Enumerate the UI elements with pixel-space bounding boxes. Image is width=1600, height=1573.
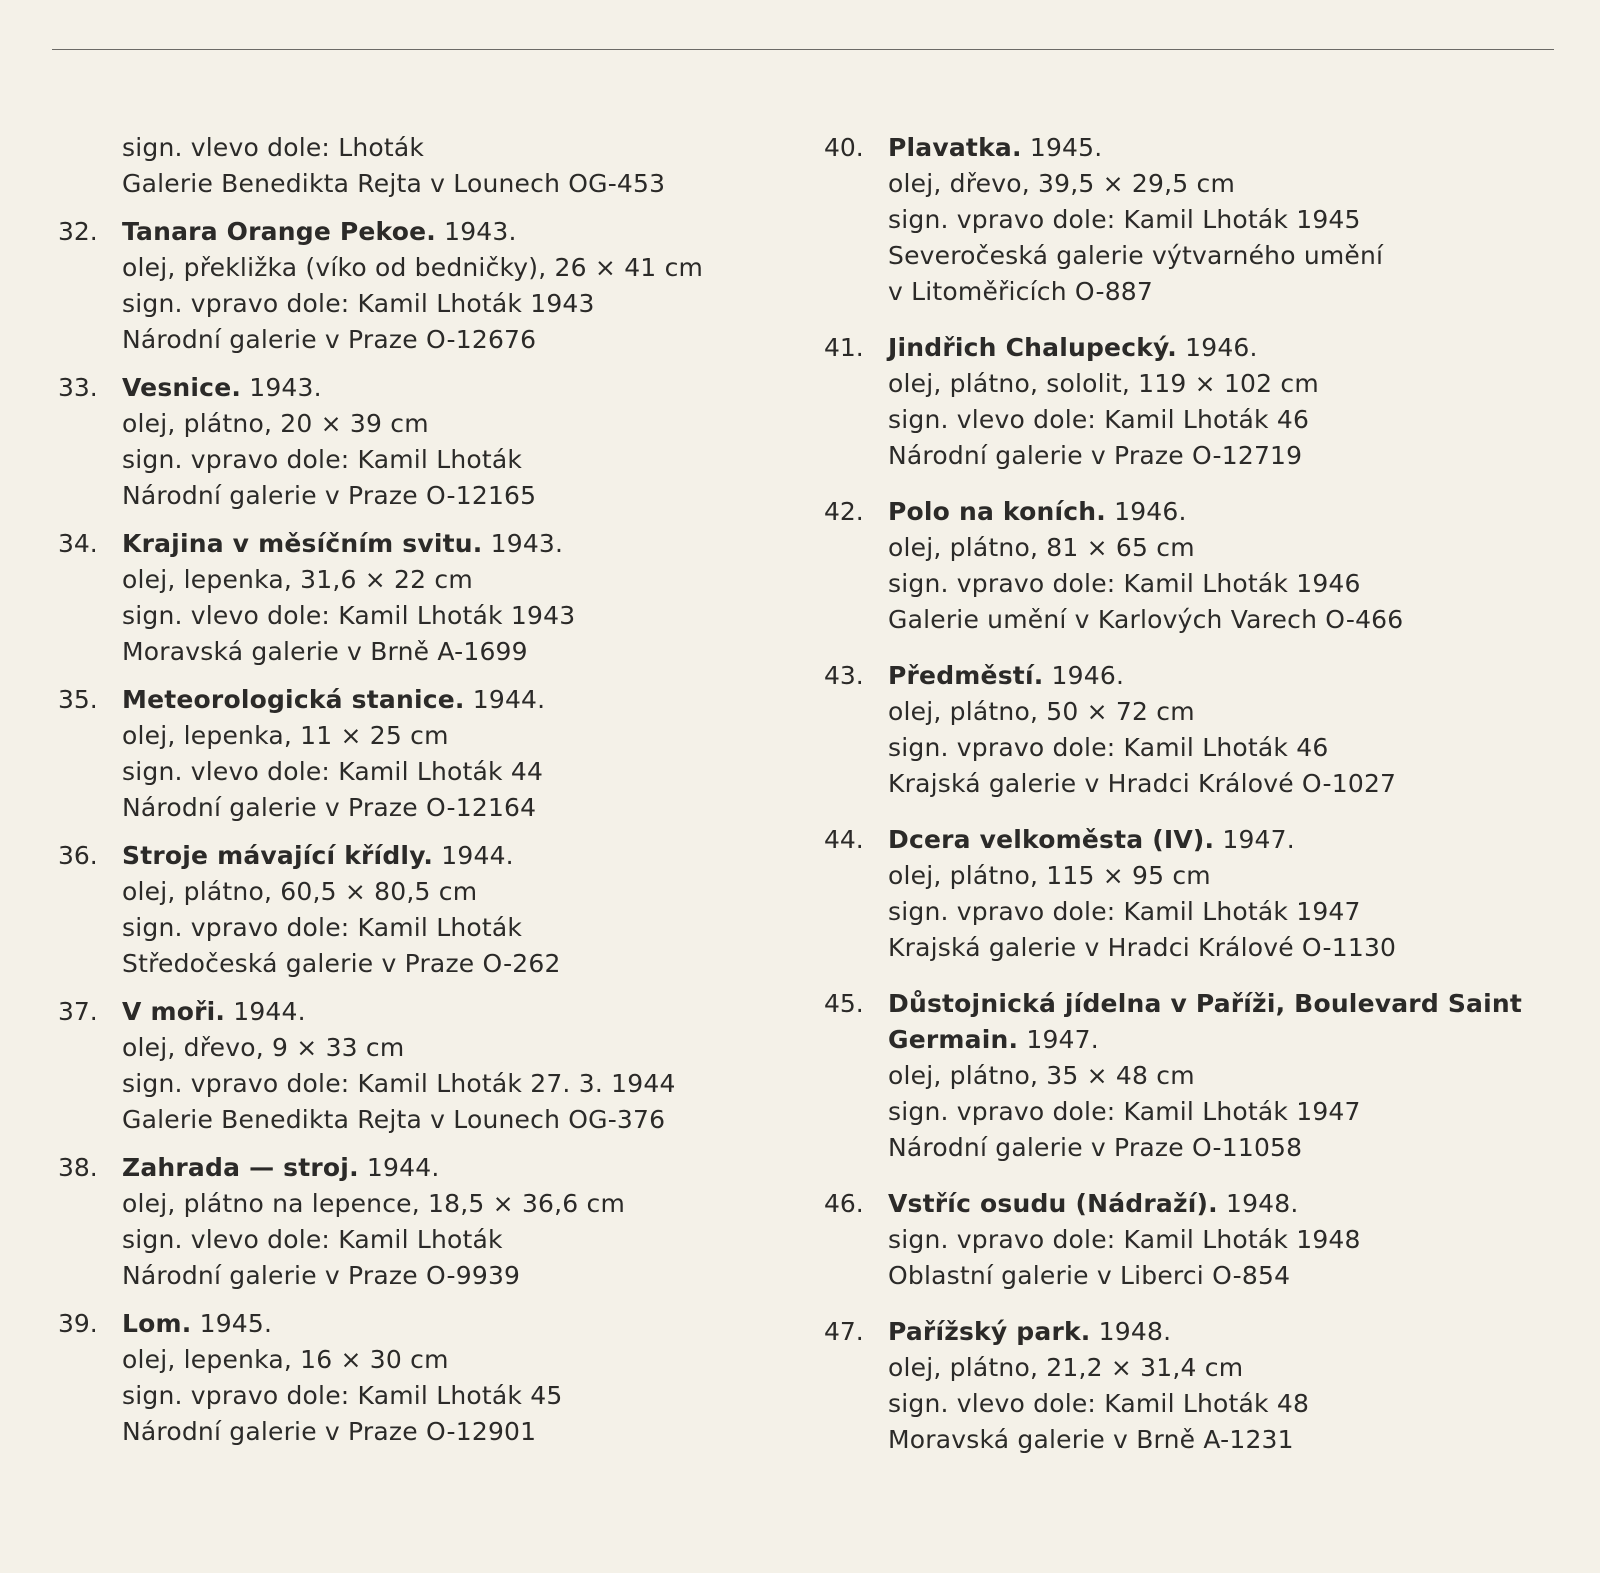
artwork-title: Pařížský park. [888, 1317, 1091, 1346]
entry-heading [122, 214, 778, 250]
entry-line: sign. vpravo dole: Kamil Lhoták 1947 [888, 1097, 1361, 1126]
artwork-year: 1944. [358, 1153, 440, 1182]
entry-number: 39. [58, 1309, 98, 1338]
entry-line: sign. vpravo dole: Kamil Lhoták 1948 [888, 1225, 1361, 1254]
entry-heading [122, 994, 778, 1030]
artwork-year: 1947. [1214, 825, 1295, 854]
catalog-entry [824, 130, 1544, 310]
artwork-year: 1945. [1021, 133, 1103, 162]
entry-line: Severočeská galerie výtvarného umění [888, 241, 1384, 270]
entry-heading [888, 658, 1544, 694]
entry-heading [888, 1314, 1544, 1350]
entry-line: sign. vlevo dole: Kamil Lhoták 44 [122, 757, 544, 786]
entry-line: sign. vlevo dole: Kamil Lhoták 46 [888, 405, 1310, 434]
artwork-year: 1945. [191, 1309, 273, 1338]
entry-line: olej, plátno, 21,2 × 31,4 cm [888, 1353, 1244, 1382]
entry-line: sign. vpravo dole: Kamil Lhoták 45 [122, 1381, 563, 1410]
artwork-year: 1946. [1176, 333, 1258, 362]
entry-number: 34. [58, 529, 98, 558]
artwork-title: Germain. [888, 1025, 1019, 1054]
entry-line: Národní galerie v Praze O-12901 [122, 1417, 537, 1446]
entry-heading [888, 330, 1544, 366]
entry-line: sign. vpravo dole: Kamil Lhoták [122, 913, 523, 942]
entry-number: 32. [58, 217, 98, 246]
entry-number: 47. [824, 1317, 864, 1346]
catalog-entry [58, 370, 778, 514]
artwork-title: Stroje mávající křídly. [122, 841, 434, 870]
artwork-title: Předměstí. [888, 661, 1044, 690]
artwork-year: 1946. [1043, 661, 1125, 690]
entry-heading-cont [888, 1022, 1544, 1058]
entry-line: olej, dřevo, 39,5 × 29,5 cm [888, 169, 1236, 198]
entry-number: 43. [824, 661, 864, 690]
entry-line: Národní galerie v Praze O-12164 [122, 793, 537, 822]
entry-line: Galerie umění v Karlových Varech O-466 [888, 605, 1404, 634]
entry-number: 46. [824, 1189, 864, 1218]
artwork-year: 1943. [482, 529, 564, 558]
entry-line: olej, plátno, 60,5 × 80,5 cm [122, 877, 478, 906]
catalog-entry [58, 994, 778, 1138]
entry-line: olej, plátno na lepence, 18,5 × 36,6 cm [122, 1189, 626, 1218]
entry-number: 35. [58, 685, 98, 714]
entry-line: v Litoměřicích O-887 [888, 277, 1154, 306]
entry-line: olej, plátno, 50 × 72 cm [888, 697, 1195, 726]
entry-line: olej, překližka (víko od bedničky), 26 × 41 cm [122, 253, 704, 282]
entry-line: Oblastní galerie v Liberci O-854 [888, 1261, 1291, 1290]
artwork-title: V moři. [122, 997, 226, 1026]
artwork-title: Tanara Orange Pekoe. [122, 217, 436, 246]
entry-line: olej, plátno, 35 × 48 cm [888, 1061, 1195, 1090]
entry-heading [888, 986, 1544, 1022]
artwork-year: 1948. [1217, 1189, 1299, 1218]
entry-line: sign. vpravo dole: Kamil Lhoták [122, 445, 523, 474]
artwork-title: Lom. [122, 1309, 192, 1338]
artwork-year: 1943. [241, 373, 322, 402]
artwork-title: Meteorologická stanice. [122, 685, 465, 714]
artwork-title: Vstříc osudu (Nádraží). [888, 1189, 1218, 1218]
entry-number: 37. [58, 997, 98, 1026]
entry-line: sign. vpravo dole: Kamil Lhoták 1945 [888, 205, 1361, 234]
entry-heading [122, 1306, 778, 1342]
entry-line: olej, plátno, 115 × 95 cm [888, 861, 1211, 890]
entry-line: Národní galerie v Praze O-11058 [888, 1133, 1303, 1162]
catalog-entry [58, 526, 778, 670]
catalog-entry [824, 822, 1544, 966]
entry-number: 44. [824, 825, 864, 854]
entry-line: sign. vlevo dole: Kamil Lhoták [122, 1225, 503, 1254]
entry-number: 38. [58, 1153, 98, 1182]
entry-heading [122, 370, 778, 406]
catalog-entry [824, 330, 1544, 474]
entry-line: Moravská galerie v Brně A-1699 [122, 637, 528, 666]
artwork-year: 1948. [1090, 1317, 1172, 1346]
entry-number: 36. [58, 841, 98, 870]
artwork-year: 1947. [1018, 1025, 1099, 1054]
entry-line: sign. vpravo dole: Kamil Lhoták 46 [888, 733, 1329, 762]
entry-heading [888, 1186, 1544, 1222]
artwork-year: 1943. [435, 217, 517, 246]
artwork-year: 1944. [433, 841, 514, 870]
top-rule [52, 49, 1554, 50]
entry-heading [122, 526, 778, 562]
artwork-year: 1944. [225, 997, 306, 1026]
entry-line: Galerie Benedikta Rejta v Lounech OG-453 [122, 169, 666, 198]
entry-line: sign. vlevo dole: Kamil Lhoták 1943 [122, 601, 576, 630]
entry-line: olej, lepenka, 16 × 30 cm [122, 1345, 449, 1374]
entry-heading [888, 494, 1544, 530]
entry-line: Národní galerie v Praze O-12165 [122, 481, 537, 510]
catalog-column-right [824, 130, 1544, 1478]
entry-line: Krajská galerie v Hradci Králové O-1130 [888, 933, 1397, 962]
catalog-entry [824, 1314, 1544, 1458]
artwork-year: 1944. [464, 685, 546, 714]
entry-number: 41. [824, 333, 864, 362]
entry-heading [122, 838, 778, 874]
entry-number: 33. [58, 373, 98, 402]
artwork-year: 1946. [1105, 497, 1187, 526]
entry-line: olej, plátno, 81 × 65 cm [888, 533, 1195, 562]
entry-heading [122, 1150, 778, 1186]
entry-line: olej, dřevo, 9 × 33 cm [122, 1033, 405, 1062]
entry-line: Galerie Benedikta Rejta v Lounech OG-376 [122, 1105, 666, 1134]
entry-line: Národní galerie v Praze O-12676 [122, 325, 537, 354]
entry-line: olej, plátno, 20 × 39 cm [122, 409, 429, 438]
entry-line: Národní galerie v Praze O-9939 [122, 1261, 521, 1290]
catalog-entry [824, 986, 1544, 1166]
artwork-title: Jindřich Chalupecký. [888, 333, 1177, 362]
continuation-entry [122, 130, 778, 202]
entry-heading [122, 682, 778, 718]
catalog-entry [58, 838, 778, 982]
catalog-entry [58, 682, 778, 826]
entry-line: sign. vpravo dole: Kamil Lhoták 1947 [888, 897, 1361, 926]
entry-line: sign. vlevo dole: Kamil Lhoták 48 [888, 1389, 1310, 1418]
catalog-entry [58, 1150, 778, 1294]
entry-line: sign. vpravo dole: Kamil Lhoták 1946 [888, 569, 1361, 598]
entry-line: olej, lepenka, 31,6 × 22 cm [122, 565, 473, 594]
entry-heading [888, 130, 1544, 166]
catalog-column-left [58, 130, 778, 1462]
entry-heading [888, 822, 1544, 858]
artwork-title: Dcera velkoměsta (IV). [888, 825, 1215, 854]
catalog-entry [824, 1186, 1544, 1294]
catalog-entry [58, 214, 778, 358]
artwork-title: Důstojnická jídelna v Paříži, Boulevard Saint [888, 989, 1523, 1018]
entry-line: sign. vpravo dole: Kamil Lhoták 1943 [122, 289, 595, 318]
entry-number: 40. [824, 133, 864, 162]
artwork-title: Vesnice. [122, 373, 242, 402]
entry-line: Národní galerie v Praze O-12719 [888, 441, 1303, 470]
entry-line: olej, plátno, sololit, 119 × 102 cm [888, 369, 1319, 398]
artwork-title: Plavatka. [888, 133, 1022, 162]
artwork-title: Zahrada — stroj. [122, 1153, 359, 1182]
entry-line: Středočeská galerie v Praze O-262 [122, 949, 561, 978]
entry-line: Krajská galerie v Hradci Králové O-1027 [888, 769, 1397, 798]
catalog-entry [58, 1306, 778, 1450]
entry-number: 42. [824, 497, 864, 526]
artwork-title: Polo na koních. [888, 497, 1106, 526]
catalog-entry [824, 658, 1544, 802]
catalog-entry [824, 494, 1544, 638]
entry-line: Moravská galerie v Brně A-1231 [888, 1425, 1294, 1454]
entry-number: 45. [824, 989, 864, 1018]
entry-line: olej, lepenka, 11 × 25 cm [122, 721, 449, 750]
entry-line: sign. vlevo dole: Lhoták [122, 133, 425, 162]
artwork-title: Krajina v měsíčním svitu. [122, 529, 483, 558]
entry-line: sign. vpravo dole: Kamil Lhoták 27. 3. 1944 [122, 1069, 676, 1098]
